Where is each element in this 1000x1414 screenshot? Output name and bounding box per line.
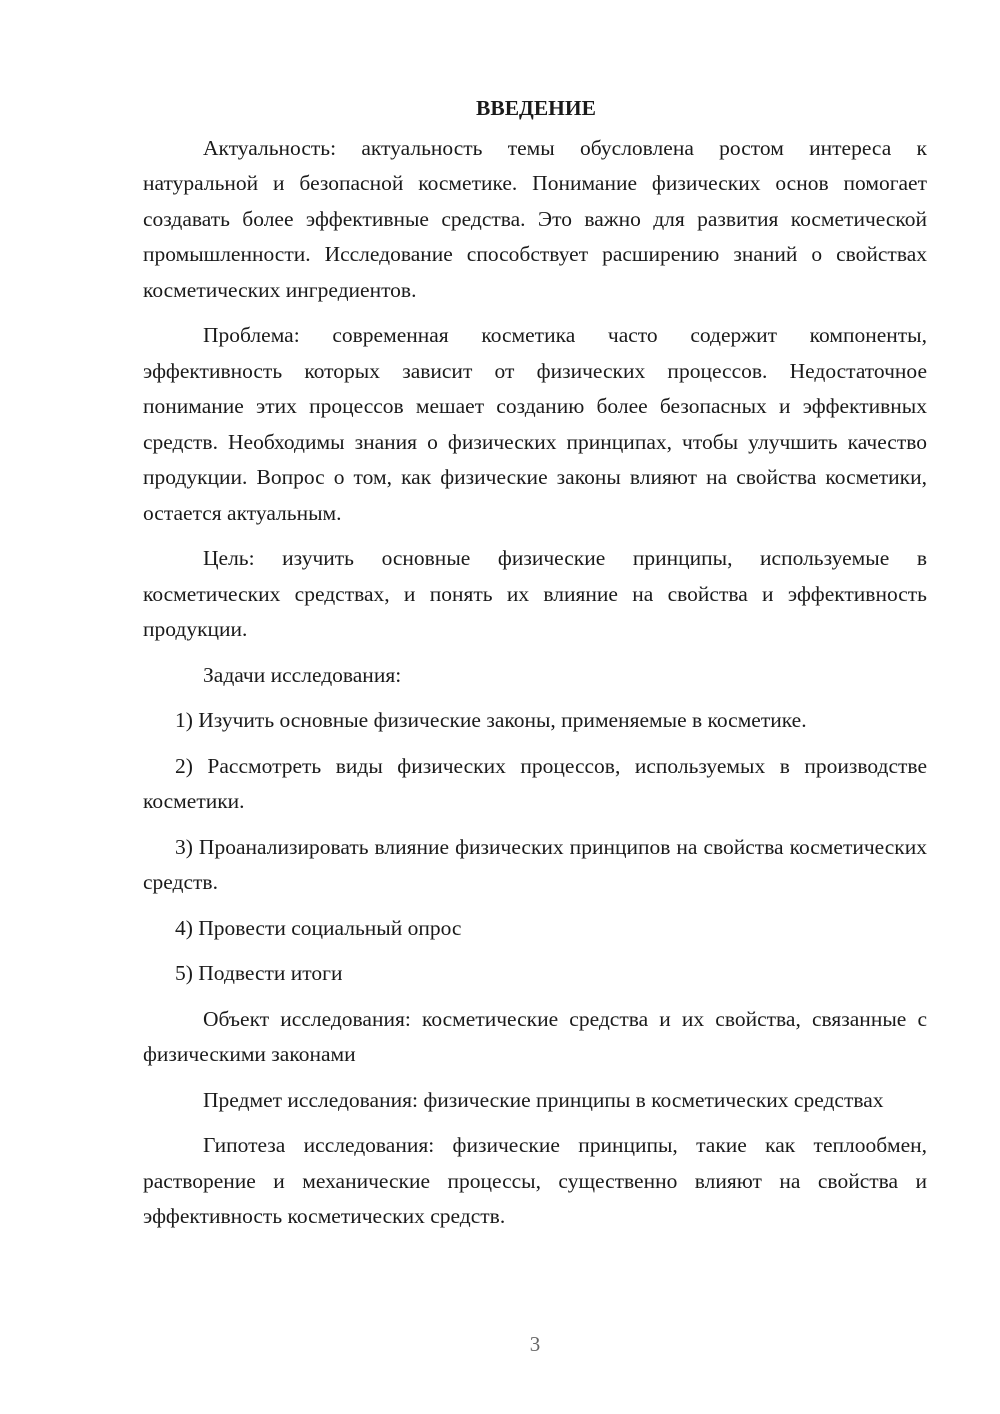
task-item-5: 5) Подвести итоги xyxy=(175,961,343,985)
task-item-4: 4) Провести социальный опрос xyxy=(175,915,462,940)
tasks-list xyxy=(143,703,927,992)
relevance-paragraph: Актуальность: актуальность темы обусловлена ростом интереса к натуральной и безопасной косметике. Понимание физических основ помогает создавать более эффективные средства. Это важно для развития косметической промышленности. Исследование способствует расширению знаний о свойствах косметических ингредиентов. xyxy=(143,135,927,302)
page-title: ВВЕДЕНИЕ xyxy=(476,96,596,120)
hypothesis-paragraph: Гипотеза исследования: физические принципы, такие как теплообмен, растворение и механические процессы, существенно влияют на свойства и эффективность косметических средств. xyxy=(143,1133,927,1228)
page-content xyxy=(143,91,927,1245)
problem-paragraph: Проблема: современная косметика часто содержит компоненты, эффективность которых зависит от физических процессов. Недостаточное понимание этих процессов мешает созданию более безопасных и эффективных средств. Необходимы знания о физических принципах, чтобы улучшить качество продукции. Вопрос о том, как физические законы влияют на свойства косметики, остается актуальным. xyxy=(143,323,927,525)
object-paragraph: Объект исследования: косметические средства и их свойства, связанные с физическими законами xyxy=(143,1006,927,1066)
task-item-2: 2) Рассмотреть виды физических процессов, используемых в производстве косметики. xyxy=(143,753,927,813)
page-number: 3 xyxy=(529,1332,541,1356)
goal-paragraph: Цель: изучить основные физические принципы, используемые в косметических средствах, и понять их влияние на свойства и эффективность продукции. xyxy=(143,546,927,641)
subject-paragraph: Предмет исследования: физические принципы в косметических средствах xyxy=(203,1087,884,1112)
task-item-3: 3) Проанализировать влияние физических принципов на свойства косметических средств. xyxy=(143,834,927,894)
task-item-1: 1) Изучить основные физические законы, применяемые в косметике. xyxy=(175,708,807,732)
tasks-heading: Задачи исследования: xyxy=(203,662,402,687)
